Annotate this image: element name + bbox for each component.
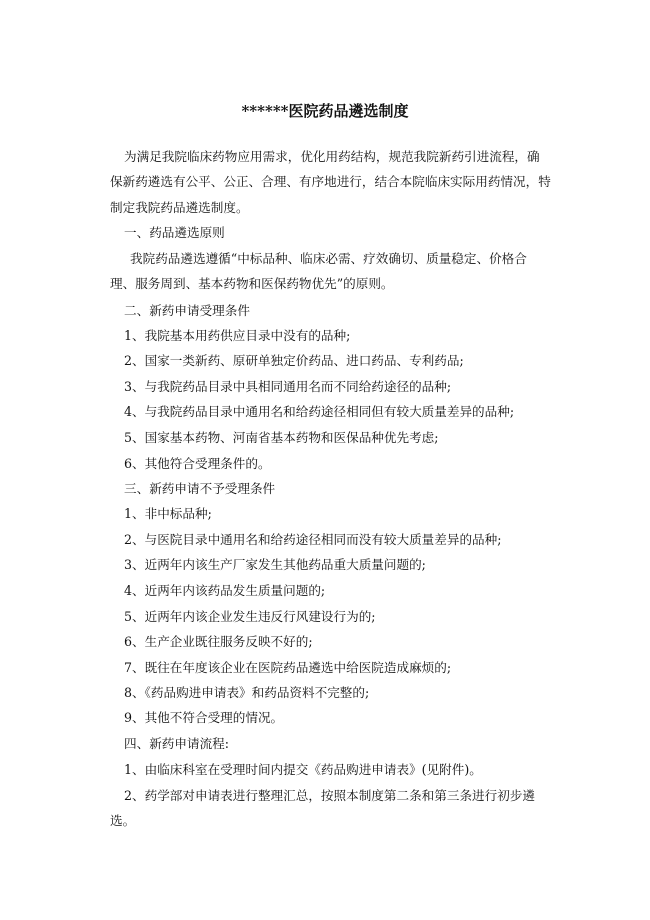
section-3-item: 5、近两年内该企业发生违反行风建设行为的; xyxy=(124,609,376,624)
intro-line-2: 保新药遴选有公平、公正、合理、有序地进行，结合本院临床实际用药情况，特 xyxy=(110,174,551,189)
section-2-item: 5、国家基本药物、河南省基本药物和医保品种优先考虑; xyxy=(124,430,439,445)
section-3-item: 9、其他不符合受理的情况。 xyxy=(124,710,284,725)
section-1-body-line-2: 理、服务周到、基本药物和医保药物优先”的原则。 xyxy=(110,276,394,291)
section-3-item: 1、非中标品种; xyxy=(124,506,212,521)
section-4-item: 1、由临床科室在受理时间内提交《药品购进申请表》(见附件)。 xyxy=(124,762,482,777)
section-3-item: 3、近两年内该生产厂家发生其他药品重大质量问题的; xyxy=(124,557,426,572)
section-1-heading: 一、药品遴选原则 xyxy=(124,225,225,240)
section-3-item: 2、与医院目录中通用名和给药途径相同而没有较大质量差异的品种; xyxy=(124,532,502,547)
section-3-heading: 三、新药申请不予受理条件 xyxy=(124,481,276,496)
section-4-item-continuation: 选。 xyxy=(110,813,136,828)
section-2-item: 3、与我院药品目录中具相同通用名而不同给药途径的品种; xyxy=(124,379,452,394)
section-3-item: 7、既往在年度该企业在医院药品遴选中给医院造成麻烦的; xyxy=(124,660,452,675)
section-2-heading: 二、新药申请受理条件 xyxy=(124,303,250,318)
section-2-item: 6、其他符合受理条件的。 xyxy=(124,456,271,471)
section-3-item: 6、生产企业既往服务反映不好的; xyxy=(124,634,313,649)
document-title: ******医院药品遴选制度 xyxy=(241,102,409,120)
section-2-item: 2、国家一类新药、原研单独定价药品、进口药品、专利药品; xyxy=(124,353,464,368)
section-2-item: 4、与我院药品目录中通用名和给药途径相同但有较大质量差异的品种; xyxy=(124,404,515,419)
intro-line-3: 制定我院药品遴选制度。 xyxy=(110,200,249,215)
section-4-item: 2、药学部对申请表进行整理汇总，按照本制度第二条和第三条进行初步遴 xyxy=(124,788,536,803)
section-3-item: 8、《药品购进申请表》和药品资料不完整的; xyxy=(124,685,370,700)
section-1-body-line-1: 我院药品遴选遵循“中标品种、临床必需、疗效确切、质量稳定、价格合 xyxy=(130,251,527,266)
section-2-item: 1、我院基本用药供应目录中没有的品种; xyxy=(124,328,351,343)
section-4-heading: 四、新药申请流程: xyxy=(124,736,229,751)
intro-line-1: 为满足我院临床药物应用需求，优化用药结构，规范我院新药引进流程，确 xyxy=(124,149,540,164)
section-3-item: 4、近两年内该药品发生质量问题的; xyxy=(124,583,326,598)
